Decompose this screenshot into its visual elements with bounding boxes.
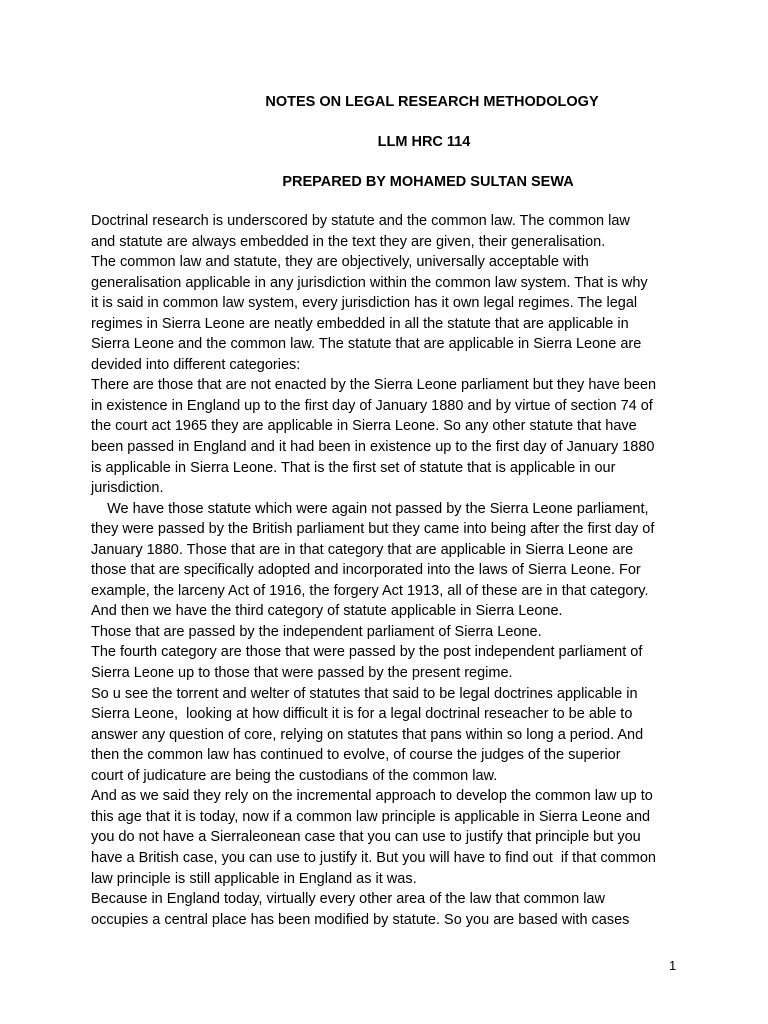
body-text-line: devided into different categories:: [91, 356, 301, 373]
body-text-line: occupies a central place has been modified by statute. So you are based with cases: [91, 911, 630, 928]
body-text-line: So u see the torrent and welter of statutes that said to be legal doctrines applicable in: [91, 685, 638, 702]
body-text-line: The common law and statute, they are objectively, universally acceptable with: [91, 254, 589, 271]
body-text-line: Sierra Leone and the common law. The statute that are applicable in Sierra Leone are: [91, 336, 642, 353]
body-text-line: is applicable in Sierra Leone. That is the first set of statute that is applicable in our: [91, 459, 616, 476]
body-text-line: Sierra Leone up to those that were passed by the present regime.: [91, 665, 513, 682]
body-text-line: answer any question of core, relying on statutes that pans within so long a period. And: [91, 726, 644, 743]
body-text-line: example, the larceny Act of 1916, the forgery Act 1913, all of these are in that category.: [91, 582, 649, 599]
body-text-line: have a British case, you can use to justify it. But you will have to find out if that common: [91, 849, 656, 866]
body-text-line: then the common law has continued to evolve, of course the judges of the superior: [91, 747, 621, 764]
body-text-line: the court act 1965 they are applicable in Sierra Leone. So any other statute that have: [91, 418, 637, 435]
author-line: PREPARED BY MOHAMED SULTAN SEWA: [282, 174, 574, 190]
body-text-line: in existence in England up to the first day of January 1880 and by virtue of section 74 of: [91, 397, 653, 414]
body-text-line: Because in England today, virtually every other area of the law that common law: [91, 891, 605, 908]
body-text-line: regimes in Sierra Leone are neatly embedded in all the statute that are applicable in: [91, 315, 629, 332]
body-text-line: And then we have the third category of statute applicable in Sierra Leone.: [91, 603, 563, 620]
body-text-line: law principle is still applicable in England as it was.: [91, 870, 417, 887]
body-text-line: been passed in England and it had been in existence up to the first day of January 1880: [91, 439, 655, 456]
document-title: NOTES ON LEGAL RESEARCH METHODOLOGY: [265, 94, 599, 110]
body-text-line: And as we said they rely on the incremental approach to develop the common law up to: [91, 788, 653, 805]
body-text-line: Sierra Leone, looking at how difficult it is for a legal doctrinal reseacher to be able to: [91, 706, 633, 723]
body-text-line: they were passed by the British parliament but they came into being after the first day of: [91, 521, 655, 538]
body-text-line: those that are specifically adopted and incorporated into the laws of Sierra Leone. For: [91, 562, 641, 579]
body-text-line: it is said in common law system, every jurisdiction has it own legal regimes. The legal: [91, 295, 638, 312]
page-number: 1: [669, 958, 677, 973]
body-text-line: jurisdiction.: [91, 480, 164, 497]
body-text-line: generalisation applicable in any jurisdiction within the common law system. That is why: [91, 274, 648, 291]
body-text-line: There are those that are not enacted by the Sierra Leone parliament but they have been: [91, 377, 657, 394]
body-text-line: this age that it is today, now if a common law principle is applicable in Sierra Leone and: [91, 808, 651, 825]
body-text-line: you do not have a Sierraleonean case that you can use to justify that principle but you: [91, 829, 641, 846]
body-text-line: Doctrinal research is underscored by statute and the common law. The common law: [91, 213, 630, 229]
body-text-line: and statute are always embedded in the text they are given, their generalisation.: [91, 233, 606, 250]
body-text-line: Those that are passed by the independent parliament of Sierra Leone.: [91, 623, 542, 640]
body-text-line: The fourth category are those that were passed by the post independent parliament of: [91, 644, 643, 661]
document-body: [91, 211, 691, 930]
body-text-line: January 1880. Those that are in that category that are applicable in Sierra Leone are: [91, 541, 634, 558]
body-text-line: We have those statute which were again not passed by the Sierra Leone parliament,: [91, 500, 649, 517]
course-code: LLM HRC 114: [377, 134, 471, 150]
body-text-line: court of judicature are being the custodians of the common law.: [91, 767, 498, 784]
